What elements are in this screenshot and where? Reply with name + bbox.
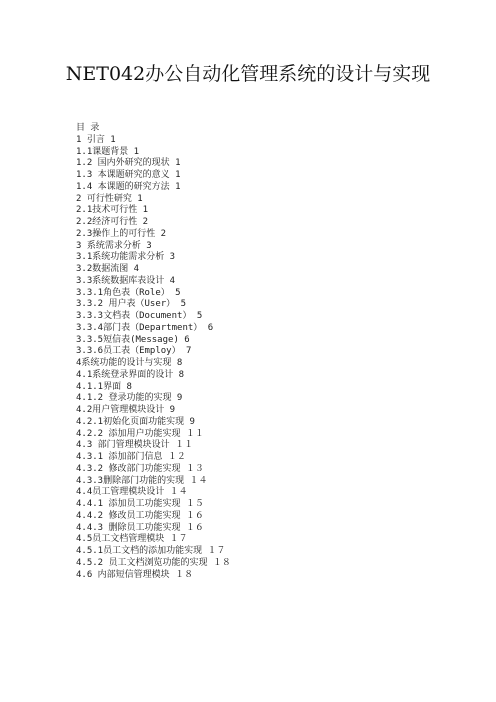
toc-entry: 3.3.1角色表（Role） 5 (76, 287, 181, 298)
toc-entry: 1.2 国内外研究的现状 1 (76, 158, 181, 169)
toc-entry: 3.3.3文档表（Document） 5 (76, 311, 203, 321)
toc-entry: 4.6 内部短信管理模块 １８ (76, 569, 194, 580)
toc-heading: 目 录 (76, 123, 100, 133)
toc-entry: 4.4.3 删除员工功能实现 １６ (76, 522, 204, 533)
toc-entry: 1.3 本课题研究的意义 1 (76, 170, 181, 180)
document-title: NET042办公自动化管理系统的设计与实现 (65, 63, 431, 85)
toc-entry: 4.4员工管理模块设计 １４ (76, 487, 188, 498)
toc-entry: 4系统功能的设计与实现 8 (76, 358, 183, 368)
toc-entry: 4.3.2 修改部门功能实现 １３ (76, 463, 204, 474)
toc-entry: 4.4.1 添加员工功能实现 １５ (76, 499, 204, 509)
toc-entry: 1 引言 1 (76, 134, 116, 145)
toc-entry: 4.1系统登录界面的设计 8 (76, 369, 185, 380)
toc-entry: 4.4.2 修改员工功能实现 １６ (76, 510, 204, 521)
toc-entry: 4.5员工文档管理模块 １７ (76, 534, 188, 545)
toc-entry: 4.2用户管理模块设计 9 (76, 405, 176, 415)
toc-entry: 4.5.1员工文档的添加功能实现 １７ (76, 546, 226, 556)
table-of-contents (76, 123, 436, 581)
toc-entry: 1.4 本课题的研究方法 1 (76, 181, 181, 192)
toc-entry: 3.2数据流图 4 (76, 264, 140, 274)
toc-entry: 2.1技术可行性 1 (76, 205, 149, 216)
toc-entry: 3.3.2 用户表（User） 5 (76, 299, 187, 310)
toc-entry: 2.3操作上的可行性 2 (76, 228, 167, 239)
toc-entry: 1.1课题背景 1 (76, 146, 140, 157)
toc-entry: 4.1.1界面 8 (76, 381, 132, 392)
toc-entry: 4.2.2 添加用户功能实现 １１ (76, 428, 204, 439)
toc-entry: 3.3系统数据库表设计 4 (76, 275, 176, 286)
toc-entry: 3.1系统功能需求分析 3 (76, 252, 176, 263)
toc-entry: 4.5.2 员工文档浏览功能的实现 １８ (76, 557, 231, 568)
toc-entry: 3.3.5短信表(Message) 6 (76, 334, 190, 345)
toc-entry: 4.3 部门管理模块设计 １１ (76, 440, 194, 451)
toc-entry: 2 可行性研究 1 (76, 193, 143, 204)
toc-entry: 3.3.6员工表（Employ） 7 (76, 346, 192, 357)
toc-entry: 4.1.2 登录功能的实现 9 (76, 393, 183, 404)
toc-entry: 3.3.4部门表（Department） 6 (76, 322, 214, 333)
toc-entry: 4.3.3删除部门功能的实现 １４ (76, 475, 208, 486)
toc-entry: 4.3.1 添加部门信息 １２ (76, 452, 186, 462)
toc-entry: 2.2经济可行性 2 (76, 217, 149, 227)
toc-entry: 3 系统需求分析 3 (76, 240, 152, 251)
toc-entry: 4.2.1初始化页面功能实现 9 (76, 416, 195, 427)
